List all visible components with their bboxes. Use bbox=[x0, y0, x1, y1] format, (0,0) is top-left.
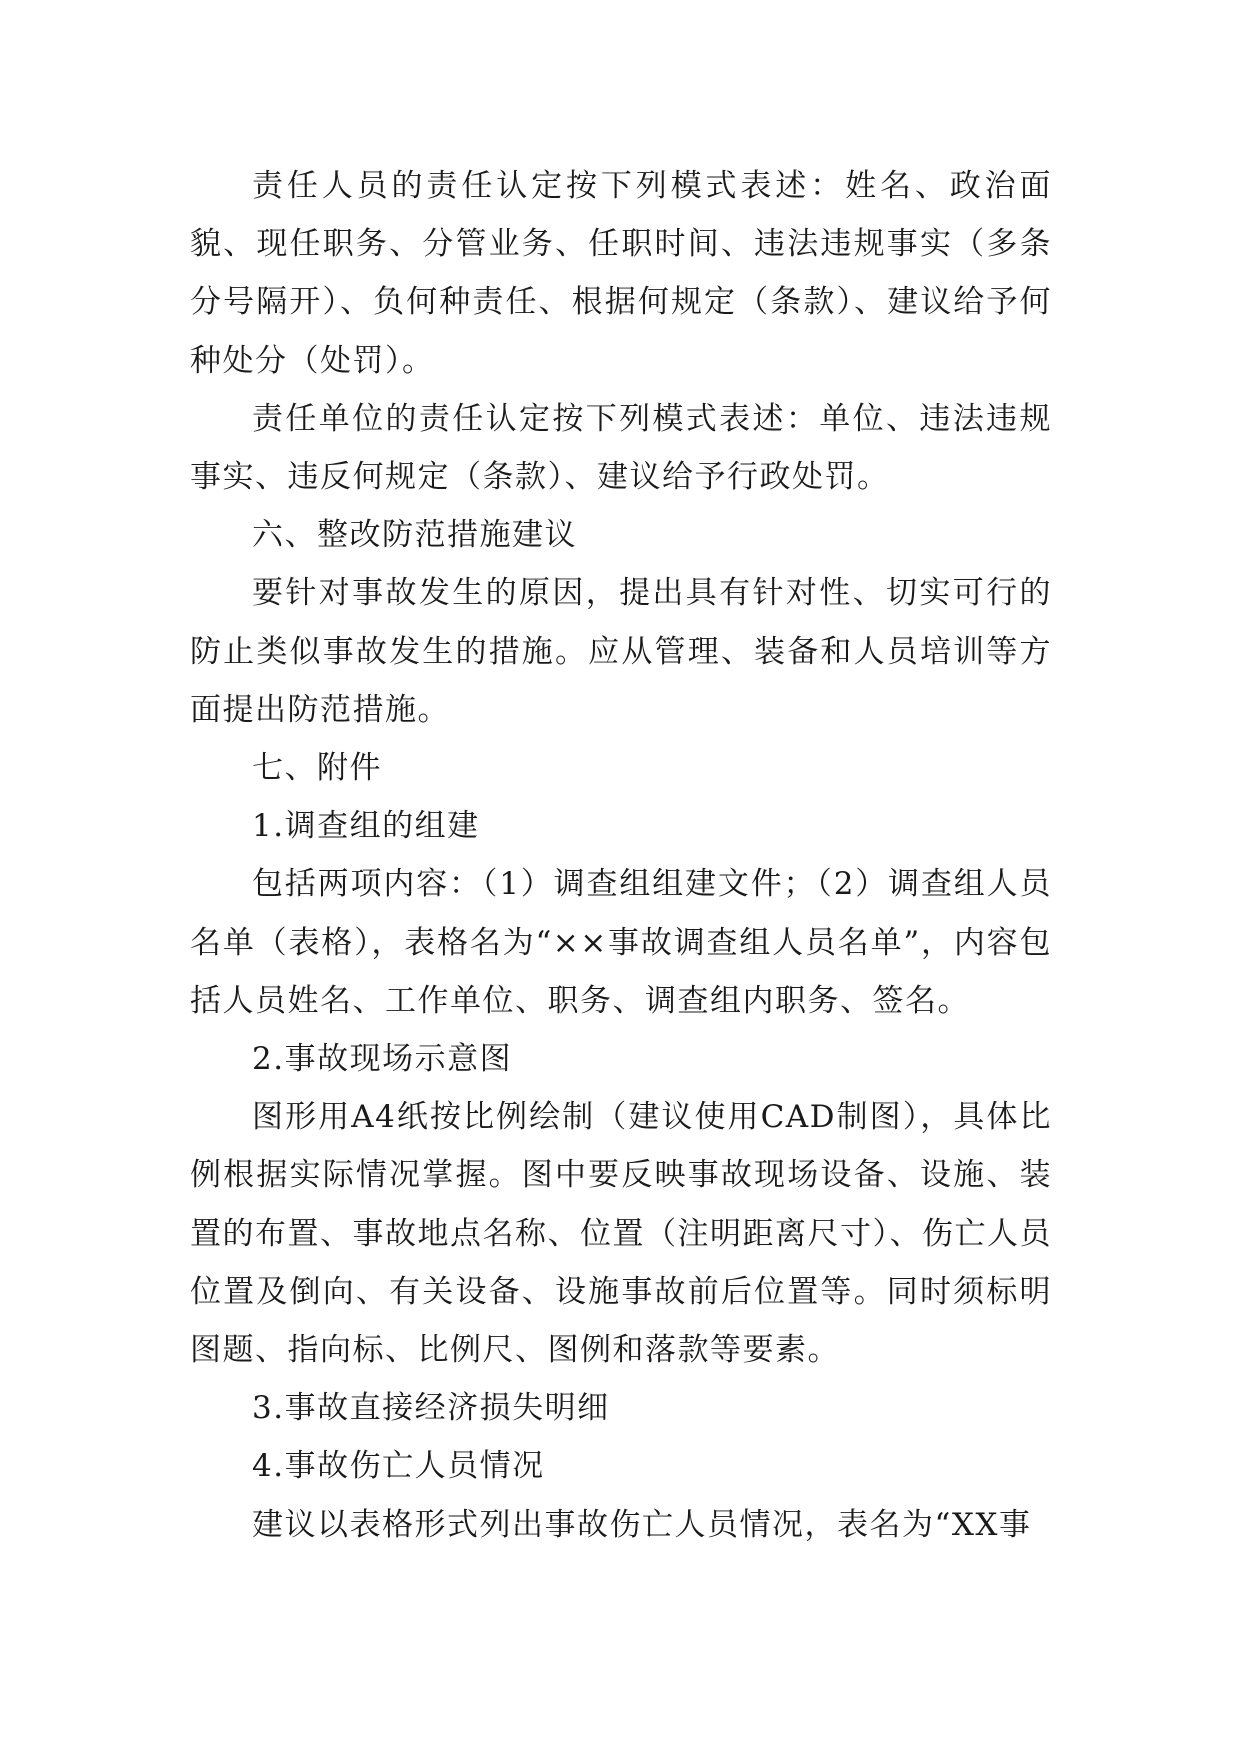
paragraph-responsible-persons: 责任人员的责任认定按下列模式表述：姓名、政治面貌、现任职务、分管业务、任职时间、违法违规事实（多条分号隔开）、负何种责任、根据何规定（条款）、建议给予何种处分（处罚）。 bbox=[190, 168, 1052, 379]
document-body bbox=[190, 157, 1052, 1554]
paragraph-scene-diagram: 图形用A4纸按比例绘制（建议使用CAD制图），具体比例根据实际情况掌握。图中要反映事故现场设备、设施、装置的布置、事故地点名称、位置（注明距离尺寸）、伤亡人员位置及倒向、有关设备、设施事故前后位置等。同时须标明图题、指向标、比例尺、图例和落款等要素。 bbox=[190, 1099, 1052, 1369]
subheading-casualties: 4.事故伤亡人员情况 bbox=[252, 1448, 545, 1485]
section-heading-attachments: 七、附件 bbox=[252, 750, 382, 787]
subheading-economic-loss: 3.事故直接经济损失明细 bbox=[252, 1390, 610, 1427]
paragraph-casualties: 建议以表格形式列出事故伤亡人员情况，表名为“XX事 bbox=[252, 1506, 1032, 1543]
section-heading-rectification: 六、整改防范措施建议 bbox=[252, 517, 577, 554]
paragraph-prevention-measures: 要针对事故发生的原因，提出具有针对性、切实可行的防止类似事故发生的措施。应从管理、装备和人员培训等方面提出防范措施。 bbox=[190, 575, 1052, 728]
paragraph-responsible-units: 责任单位的责任认定按下列模式表述：单位、违法违规事实、违反何规定（条款）、建议给予行政处罚。 bbox=[190, 400, 1052, 496]
subheading-investigation-team: 1.调查组的组建 bbox=[252, 808, 480, 845]
paragraph-investigation-team: 包括两项内容：（1）调查组组建文件；（2）调查组人员名单（表格），表格名为“××事故调查组人员名单”，内容包括人员姓名、工作单位、职务、调查组内职务、签名。 bbox=[190, 866, 1052, 1019]
subheading-scene-diagram: 2.事故现场示意图 bbox=[252, 1041, 513, 1078]
